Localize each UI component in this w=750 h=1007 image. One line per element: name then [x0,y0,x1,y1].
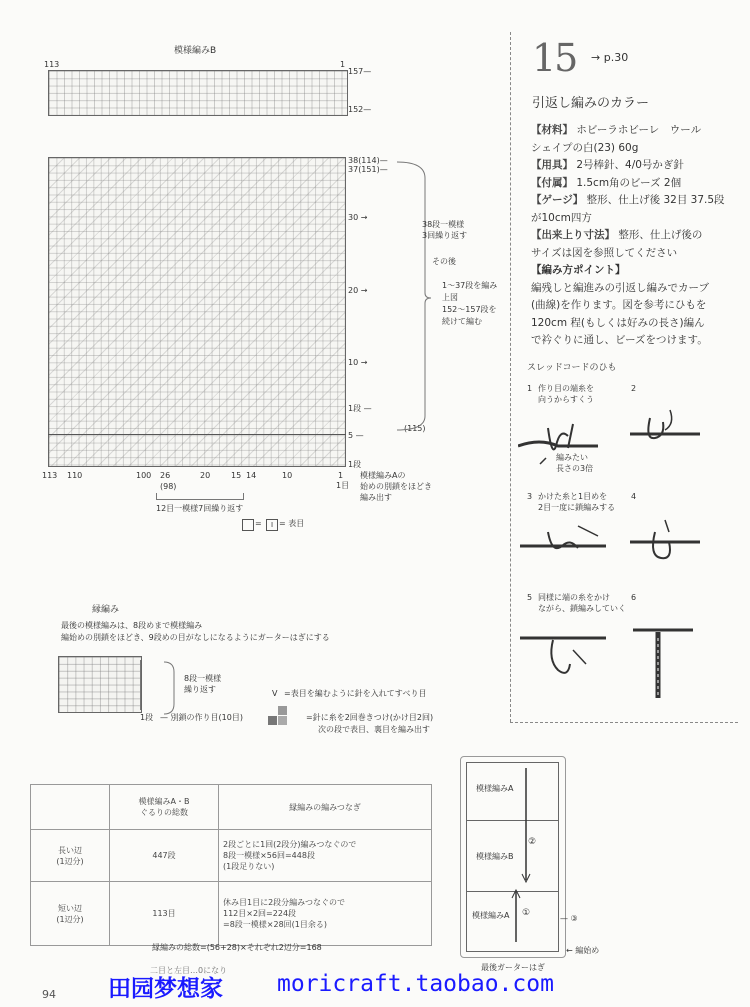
chart-a-grid [48,157,346,467]
step-1-text-d: 長さの3倍 [556,464,594,473]
page-ref: → p.30 [591,51,629,64]
col-110: 110 [67,471,83,480]
chart-b-col-113: 113 [44,60,60,69]
pattern-number: 15 [532,36,577,80]
step-3-text-b: 2目一度に鎖編みする [538,503,616,512]
scarf-label-b: 模様編みB [476,852,514,861]
edge-repeat-2: 繰り返す [184,685,216,694]
watermark-chinese: 田园梦想家 [108,976,223,1002]
edge-chart-wing [140,660,161,710]
watermark-url: moricraft.taobao.com [277,971,554,997]
row-30-label: 30 → [348,213,368,222]
step-1-num: 1 [527,384,533,393]
repeat-note-4: 1～37段を編み [442,281,498,290]
short-side-note: 休み目1目に2段分編みつなぐので 112目×2回=224段 =8段一模様×28回(1目余る) [219,882,432,946]
scarf-label-a1: 模様編みA [476,784,514,793]
col-26: 26 [160,471,171,480]
chart-b-title: 模様編みB [174,46,217,56]
repeat-note-5: 上図 [442,293,458,302]
step-1-text-c: 編みたい [556,453,588,462]
col-100: 100 [136,471,152,480]
short-side: 短い辺 (1辺分) [31,882,110,946]
cord-title: スレッドコードのひも [527,363,617,373]
chart-b-col-1: 1 [340,60,346,69]
repeat-note-3: その後 [432,257,456,266]
edge-title: 縁編み [92,605,120,615]
step-5-text-a: 同様に端の糸をかけ [538,593,610,602]
edge-chart [58,656,142,713]
col-15: 15 [231,471,242,480]
step-1-text-b: 向うからすくう [538,395,594,404]
step-2-illustration [625,400,705,450]
chart-a-separator [48,434,346,435]
table-row [31,882,432,946]
col-1: 1 [338,471,344,480]
step-6-num: 6 [631,593,637,602]
knit-symbol: I [266,519,278,531]
step-4-num: 4 [631,492,637,501]
scarf-circle-2: ② [528,837,537,847]
repeat-note-1: 38段一模様 [422,220,465,229]
chart-b-grid [48,70,348,116]
scarf-start: ← 編始め [566,946,600,955]
slip-desc: =表目を編むように針を入れてすべり目 [284,689,427,698]
yarn-over-symbol [268,706,296,726]
table-corner [31,785,110,830]
edge-join-table [30,784,432,946]
page-number: 94 [42,988,56,1001]
materials-block: 【材料】 ホビーラホビーレ ウール シェイプの白(23) 60g 【用具】 2号棒針、4/0号かぎ針 【付属】 1.5cm角のビーズ 2個 【ゲージ】 整形、仕上げ後 32目 37.5段 が10cm四方 【出来上り寸法】 整形、仕上げ後の サイズは図を参照してください 【編み方ポイント】 編残しと編進みの引返し編みでカーブ (曲線)を作ります。図を参考にひもを 120cm 程(もしくは好みの長さ)編ん で衿ぐりに通し、ビーズをつけます。 [531,124,725,346]
edge-line-1: 最後の模様編みは、8段めまで模様編み [61,621,203,630]
repeat-count-note: 12目一模様7回繰り返す [156,504,244,513]
slip-symbol: V [272,689,278,698]
col-113: 113 [42,471,58,480]
step-4-illustration [625,512,705,572]
long-side-note: 2段ごとに1回(2段分)編みつなぐので 8段一模様×56回=448段 (1段足りない) [219,830,432,882]
start-note-3: 編み出す [360,493,392,502]
scarf-label-a2: 模様編みA [472,911,510,920]
row-38-label: 38(114)— [348,156,388,165]
chart-b-row-157: 157— [348,67,372,76]
long-side-total: 447段 [110,830,219,882]
start-note-2: 始めの別鎖をほどき [360,482,432,491]
chart-b-row-152: 152— [348,105,372,114]
scarf-arrows [510,762,550,950]
table-header-join: 縁編みの編みつなぎ [219,785,432,830]
table-header-total: 模様編みA・B ぐるりの総数 [110,785,219,830]
step-5-illustration [518,620,608,680]
repeat-note-7: 続けて編む [442,317,482,326]
col-98: (98) [160,482,177,491]
pattern-title: 引返し編みのカラー [532,96,650,111]
legend-eq-2: = 表目 [279,519,305,528]
step-5-text-b: ながら、鎖編みしていく [538,604,626,613]
step-1-text-a: 作り目の端糸を [538,384,594,393]
repeat-note-2: 3回繰り返す [422,231,468,240]
empty-cell-symbol [242,519,254,531]
legend-eq-1: = [255,519,262,528]
row-20-label: 20 → [348,286,368,295]
row-37-label: 37(151)— [348,165,388,174]
row-10-label: 10 → [348,358,368,367]
step-3-text-a: かけた糸と1目めを [538,492,608,501]
edge-line-2: 編始めの別鎖をほどき、9段めの目がなしになるようにガーターはぎにする [61,633,330,642]
repeat-bracket [156,493,244,500]
edge-total: 縁編みの総数=(56+28)×それぞれ2辺分=168 [152,943,322,952]
col-10: 10 [282,471,293,480]
table-row [31,830,432,882]
start-note-1: 模様編みAの [360,471,406,480]
yarn-over-desc-1: =針に糸を2回巻きつけ(かけ目2回) [306,713,434,722]
step-5-num: 5 [527,593,533,602]
right-bottom-divider [510,722,738,723]
step-2-num: 2 [631,384,637,393]
row-115-label: (115) [404,424,426,433]
faded-text: 二目と左目…0になり [150,966,228,975]
col-1-label: 1目 [336,481,350,490]
col-14: 14 [246,471,257,480]
short-side-total: 113目 [110,882,219,946]
edge-row-1: 1段 [140,713,154,722]
scarf-bottom-join: 最後ガーターはぎ [481,963,545,972]
row-1-bottom-label: 1段 [348,460,362,469]
right-divider [510,32,511,722]
long-side: 長い辺 (1辺分) [31,830,110,882]
chart-a-bracket [395,158,445,433]
step-3-num: 3 [527,492,533,501]
edge-cast-on: — 別鎖の作り目(10目) [160,713,243,722]
step-3-illustration [518,518,608,558]
step-6-illustration [628,612,698,702]
row-1-label: 1段 — [348,404,372,413]
row-5-label: 5 — [348,431,364,440]
scarf-circle-1: ① [522,908,531,918]
edge-bracket [162,660,182,716]
edge-repeat-1: 8段一模様 [184,674,222,683]
repeat-note-6: 152～157段を [442,305,497,314]
col-20: 20 [200,471,211,480]
yarn-over-desc-2: 次の段で表目、裏目を編み出す [318,725,430,734]
scarf-circle-3: — ③ [560,914,578,923]
